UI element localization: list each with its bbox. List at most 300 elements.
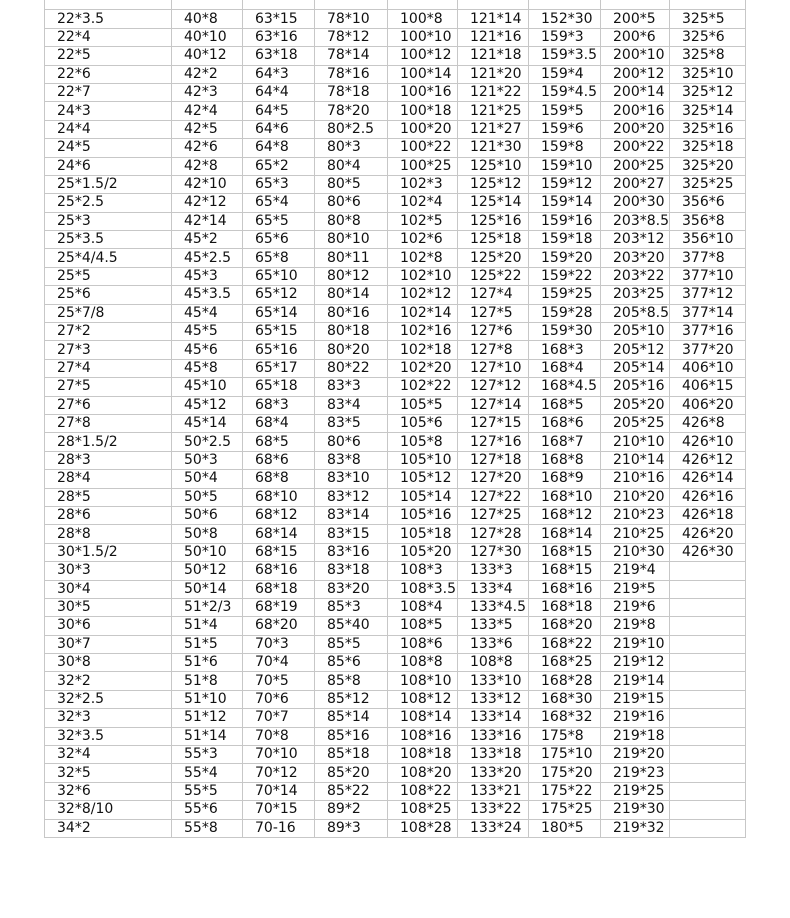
table-cell: 219*5 — [601, 580, 670, 598]
table-cell: 63*18 — [243, 47, 315, 65]
table-cell: 68*3 — [243, 396, 315, 414]
table-cell: 70*7 — [243, 709, 315, 727]
table-cell: 159*28 — [529, 304, 601, 322]
table-cell: 105*14 — [388, 488, 458, 506]
table-cell: 70*3 — [243, 635, 315, 653]
table-cell: 168*22 — [529, 635, 601, 653]
table-cell: 102*3 — [388, 175, 458, 193]
table-cell: 127*5 — [458, 304, 529, 322]
table-cell: 210*30 — [601, 543, 670, 561]
table-cell: 65*14 — [243, 304, 315, 322]
table-cell: 159*3.5 — [529, 47, 601, 65]
table-cell: 203*22 — [601, 267, 670, 285]
table-row — [45, 175, 746, 193]
table-cell: 127*14 — [458, 396, 529, 414]
table-cell: 85*22 — [315, 782, 388, 800]
table-cell: 27*4 — [45, 359, 172, 377]
table-cell: 22*3.5 — [45, 10, 172, 28]
table-cell: 65*16 — [243, 341, 315, 359]
table-cell: 200*22 — [601, 139, 670, 157]
table-cell: 108*28 — [388, 819, 458, 837]
table-cell: 45*5 — [172, 323, 243, 341]
table-cell: 108*4 — [388, 598, 458, 616]
table-cell: 80*4 — [315, 157, 388, 175]
table-cell: 32*3.5 — [45, 727, 172, 745]
table-cell: 159*10 — [529, 157, 601, 175]
table-cell: 63*15 — [243, 10, 315, 28]
table-cell: 65*8 — [243, 249, 315, 267]
table-cell: 63*16 — [243, 28, 315, 46]
table-cell: 50*2.5 — [172, 433, 243, 451]
table-cell: 210*14 — [601, 451, 670, 469]
table-cell: 80*20 — [315, 341, 388, 359]
table-cell: 219*25 — [601, 782, 670, 800]
table-cell: 45*12 — [172, 396, 243, 414]
table-cell — [670, 782, 746, 800]
table-cell: 125*12 — [458, 175, 529, 193]
table-cell: 70*8 — [243, 727, 315, 745]
table-row — [45, 65, 746, 83]
table-cell: 25*2.5 — [45, 194, 172, 212]
table-cell: 102*20 — [388, 359, 458, 377]
table-cell: 32*2 — [45, 672, 172, 690]
table-cell: 70*12 — [243, 764, 315, 782]
table-cell: 200*12 — [601, 65, 670, 83]
table-cell: 325*16 — [670, 120, 746, 138]
table-cell: 159*8 — [529, 139, 601, 157]
table-cell: 219*15 — [601, 690, 670, 708]
table-cell: 42*10 — [172, 175, 243, 193]
table-cell — [315, 0, 388, 10]
table-cell: 121*18 — [458, 47, 529, 65]
table-cell: 80*8 — [315, 212, 388, 230]
table-cell: 42*4 — [172, 102, 243, 120]
table-cell: 65*15 — [243, 323, 315, 341]
table-cell: 205*25 — [601, 414, 670, 432]
table-cell: 32*4 — [45, 746, 172, 764]
table-cell: 100*16 — [388, 83, 458, 101]
table-cell: 68*18 — [243, 580, 315, 598]
table-cell: 28*3 — [45, 451, 172, 469]
table-cell: 426*18 — [670, 506, 746, 524]
table-cell: 100*8 — [388, 10, 458, 28]
table-cell: 108*8 — [388, 654, 458, 672]
table-cell: 32*5 — [45, 764, 172, 782]
table-cell: 24*3 — [45, 102, 172, 120]
table-cell: 78*18 — [315, 83, 388, 101]
table-cell: 30*6 — [45, 617, 172, 635]
table-row — [45, 10, 746, 28]
table-cell: 325*25 — [670, 175, 746, 193]
table-cell: 133*24 — [458, 819, 529, 837]
table-cell: 51*14 — [172, 727, 243, 745]
table-cell: 45*3 — [172, 267, 243, 285]
table-cell: 219*12 — [601, 654, 670, 672]
table-cell: 127*18 — [458, 451, 529, 469]
table-row — [45, 304, 746, 322]
table-cell: 406*15 — [670, 378, 746, 396]
table-cell: 65*18 — [243, 378, 315, 396]
table-cell: 168*28 — [529, 672, 601, 690]
table-cell: 22*7 — [45, 83, 172, 101]
table-cell: 65*10 — [243, 267, 315, 285]
table-cell: 85*14 — [315, 709, 388, 727]
table-cell: 133*21 — [458, 782, 529, 800]
table-cell: 377*10 — [670, 267, 746, 285]
table-row — [45, 654, 746, 672]
table-cell: 127*10 — [458, 359, 529, 377]
table-cell: 80*16 — [315, 304, 388, 322]
table-cell: 102*5 — [388, 212, 458, 230]
table-cell: 80*12 — [315, 267, 388, 285]
table-cell: 25*3.5 — [45, 231, 172, 249]
table-cell: 50*10 — [172, 543, 243, 561]
table-cell: 203*12 — [601, 231, 670, 249]
table-cell: 121*27 — [458, 120, 529, 138]
table-cell: 205*16 — [601, 378, 670, 396]
table-cell: 133*16 — [458, 727, 529, 745]
table-cell: 83*3 — [315, 378, 388, 396]
table-cell: 426*8 — [670, 414, 746, 432]
table-cell: 377*8 — [670, 249, 746, 267]
table-cell: 377*16 — [670, 323, 746, 341]
table-cell: 205*14 — [601, 359, 670, 377]
table-cell: 356*10 — [670, 231, 746, 249]
table-cell: 105*16 — [388, 506, 458, 524]
table-cell: 51*2/3 — [172, 598, 243, 616]
table-cell: 325*5 — [670, 10, 746, 28]
table-cell: 168*15 — [529, 562, 601, 580]
table-cell: 80*2.5 — [315, 120, 388, 138]
table-cell: 102*16 — [388, 323, 458, 341]
table-cell: 159*20 — [529, 249, 601, 267]
table-cell — [529, 0, 601, 10]
table-cell: 32*3 — [45, 709, 172, 727]
table-cell: 108*5 — [388, 617, 458, 635]
table-cell: 68*20 — [243, 617, 315, 635]
table-cell: 210*10 — [601, 433, 670, 451]
table-cell: 80*6 — [315, 433, 388, 451]
table-cell: 105*5 — [388, 396, 458, 414]
table-cell: 80*18 — [315, 323, 388, 341]
table-cell: 68*15 — [243, 543, 315, 561]
table-cell: 83*20 — [315, 580, 388, 598]
table-cell: 168*5 — [529, 396, 601, 414]
table-cell: 65*4 — [243, 194, 315, 212]
table-cell: 30*3 — [45, 562, 172, 580]
table-cell: 78*20 — [315, 102, 388, 120]
table-cell: 325*12 — [670, 83, 746, 101]
table-cell: 68*5 — [243, 433, 315, 451]
table-row — [45, 359, 746, 377]
table-cell: 108*3.5 — [388, 580, 458, 598]
table-cell: 127*30 — [458, 543, 529, 561]
table-cell: 27*6 — [45, 396, 172, 414]
table-cell: 133*3 — [458, 562, 529, 580]
table-cell: 203*20 — [601, 249, 670, 267]
table-cell: 108*20 — [388, 764, 458, 782]
table-cell — [45, 0, 172, 10]
table-cell: 30*7 — [45, 635, 172, 653]
table-cell: 42*5 — [172, 120, 243, 138]
table-cell: 159*18 — [529, 231, 601, 249]
table-cell: 168*4.5 — [529, 378, 601, 396]
table-cell: 175*20 — [529, 764, 601, 782]
table-cell: 127*6 — [458, 323, 529, 341]
table-cell: 200*10 — [601, 47, 670, 65]
table-cell: 64*4 — [243, 83, 315, 101]
table-cell: 83*10 — [315, 470, 388, 488]
table-cell: 30*8 — [45, 654, 172, 672]
table-cell: 42*8 — [172, 157, 243, 175]
table-row — [45, 819, 746, 837]
table-cell: 50*8 — [172, 525, 243, 543]
table-cell: 105*12 — [388, 470, 458, 488]
table-cell: 219*8 — [601, 617, 670, 635]
table-cell: 159*12 — [529, 175, 601, 193]
table-cell: 168*12 — [529, 506, 601, 524]
table-cell: 55*6 — [172, 801, 243, 819]
table-cell: 80*10 — [315, 231, 388, 249]
table-row — [45, 470, 746, 488]
table-cell: 45*10 — [172, 378, 243, 396]
table-row — [45, 28, 746, 46]
table-cell: 105*20 — [388, 543, 458, 561]
table-cell: 32*2.5 — [45, 690, 172, 708]
table-cell: 325*10 — [670, 65, 746, 83]
table-cell: 108*6 — [388, 635, 458, 653]
table-row — [45, 580, 746, 598]
table-cell: 175*10 — [529, 746, 601, 764]
table-cell: 50*3 — [172, 451, 243, 469]
table-cell: 70*10 — [243, 746, 315, 764]
table-cell: 85*20 — [315, 764, 388, 782]
table-cell — [670, 764, 746, 782]
table-cell: 125*22 — [458, 267, 529, 285]
table-cell — [670, 801, 746, 819]
table-cell: 105*6 — [388, 414, 458, 432]
table-row — [45, 709, 746, 727]
table-cell: 426*12 — [670, 451, 746, 469]
table-cell: 133*6 — [458, 635, 529, 653]
table-cell: 168*14 — [529, 525, 601, 543]
table-cell: 100*10 — [388, 28, 458, 46]
table-row — [45, 194, 746, 212]
table-row — [45, 414, 746, 432]
table-cell: 65*2 — [243, 157, 315, 175]
table-cell: 25*6 — [45, 286, 172, 304]
table-cell: 45*8 — [172, 359, 243, 377]
table-cell: 159*30 — [529, 323, 601, 341]
table-cell: 219*4 — [601, 562, 670, 580]
table-cell: 83*12 — [315, 488, 388, 506]
table-row — [45, 139, 746, 157]
table-cell: 70*4 — [243, 654, 315, 672]
table-cell: 85*18 — [315, 746, 388, 764]
table-cell: 108*25 — [388, 801, 458, 819]
table-cell: 127*20 — [458, 470, 529, 488]
table-cell: 80*6 — [315, 194, 388, 212]
table-cell: 426*30 — [670, 543, 746, 561]
table-cell: 85*40 — [315, 617, 388, 635]
table-cell: 325*6 — [670, 28, 746, 46]
table-cell: 168*4 — [529, 359, 601, 377]
table-cell: 127*22 — [458, 488, 529, 506]
table-cell: 127*28 — [458, 525, 529, 543]
table-cell: 83*16 — [315, 543, 388, 561]
table-cell: 219*20 — [601, 746, 670, 764]
table-cell — [601, 0, 670, 10]
table-row — [45, 212, 746, 230]
table-cell: 45*2.5 — [172, 249, 243, 267]
table-cell — [670, 672, 746, 690]
table-cell: 30*1.5/2 — [45, 543, 172, 561]
table-cell: 219*23 — [601, 764, 670, 782]
table-cell: 27*8 — [45, 414, 172, 432]
table-cell: 27*3 — [45, 341, 172, 359]
table-cell — [670, 598, 746, 616]
table-cell: 100*18 — [388, 102, 458, 120]
table-cell: 159*25 — [529, 286, 601, 304]
table-cell: 83*14 — [315, 506, 388, 524]
table-cell: 159*14 — [529, 194, 601, 212]
table-cell: 70*5 — [243, 672, 315, 690]
table-cell: 70*15 — [243, 801, 315, 819]
table-cell: 108*18 — [388, 746, 458, 764]
table-cell: 100*22 — [388, 139, 458, 157]
table-cell: 133*4 — [458, 580, 529, 598]
table-cell: 32*6 — [45, 782, 172, 800]
table-cell: 80*11 — [315, 249, 388, 267]
table-cell: 125*18 — [458, 231, 529, 249]
table-row — [45, 764, 746, 782]
table-cell: 45*14 — [172, 414, 243, 432]
table-body — [45, 0, 746, 837]
table-cell: 25*7/8 — [45, 304, 172, 322]
table-cell: 50*6 — [172, 506, 243, 524]
table-row — [45, 690, 746, 708]
table-cell — [388, 0, 458, 10]
table-cell: 108*16 — [388, 727, 458, 745]
table-cell: 64*8 — [243, 139, 315, 157]
table-cell: 180*5 — [529, 819, 601, 837]
table-cell: 406*20 — [670, 396, 746, 414]
table-cell: 121*20 — [458, 65, 529, 83]
table-cell: 426*10 — [670, 433, 746, 451]
table-cell: 168*6 — [529, 414, 601, 432]
table-cell: 108*3 — [388, 562, 458, 580]
table-cell — [458, 0, 529, 10]
table-cell: 24*4 — [45, 120, 172, 138]
table-cell: 105*10 — [388, 451, 458, 469]
table-cell: 168*10 — [529, 488, 601, 506]
table-cell: 80*14 — [315, 286, 388, 304]
table-cell: 28*6 — [45, 506, 172, 524]
table-cell: 32*8/10 — [45, 801, 172, 819]
table-cell: 159*4.5 — [529, 83, 601, 101]
table-cell: 168*15 — [529, 543, 601, 561]
table-cell: 27*2 — [45, 323, 172, 341]
table-row — [45, 543, 746, 561]
table-cell: 210*23 — [601, 506, 670, 524]
table-cell: 133*5 — [458, 617, 529, 635]
table-cell: 210*25 — [601, 525, 670, 543]
table-cell: 83*18 — [315, 562, 388, 580]
table-cell: 22*5 — [45, 47, 172, 65]
table-cell: 100*14 — [388, 65, 458, 83]
table-row — [45, 598, 746, 616]
table-row — [45, 562, 746, 580]
table-cell: 406*10 — [670, 359, 746, 377]
table-cell: 102*6 — [388, 231, 458, 249]
table-cell: 219*32 — [601, 819, 670, 837]
table-cell: 325*20 — [670, 157, 746, 175]
table-cell — [670, 654, 746, 672]
table-cell: 42*14 — [172, 212, 243, 230]
table-cell: 70*14 — [243, 782, 315, 800]
table-cell: 127*4 — [458, 286, 529, 304]
table-cell: 133*18 — [458, 746, 529, 764]
table-cell: 22*6 — [45, 65, 172, 83]
table-cell: 168*25 — [529, 654, 601, 672]
table-cell: 356*8 — [670, 212, 746, 230]
table-cell: 27*5 — [45, 378, 172, 396]
table-cell: 100*12 — [388, 47, 458, 65]
table-cell: 85*6 — [315, 654, 388, 672]
table-cell: 377*20 — [670, 341, 746, 359]
table-cell: 80*3 — [315, 139, 388, 157]
table-cell — [670, 580, 746, 598]
table-cell: 127*8 — [458, 341, 529, 359]
table-cell: 125*14 — [458, 194, 529, 212]
table-cell: 219*6 — [601, 598, 670, 616]
table-row — [45, 0, 746, 10]
table-cell: 133*14 — [458, 709, 529, 727]
table-row — [45, 267, 746, 285]
table-cell: 108*14 — [388, 709, 458, 727]
table-cell: 51*8 — [172, 672, 243, 690]
pipe-size-table — [44, 0, 746, 838]
table-row — [45, 102, 746, 120]
table-cell: 200*6 — [601, 28, 670, 46]
table-cell: 219*30 — [601, 801, 670, 819]
table-row — [45, 672, 746, 690]
table-cell: 89*2 — [315, 801, 388, 819]
table-row — [45, 746, 746, 764]
table-cell: 45*6 — [172, 341, 243, 359]
table-cell: 64*6 — [243, 120, 315, 138]
table-cell: 205*10 — [601, 323, 670, 341]
table-row — [45, 157, 746, 175]
table-cell: 65*5 — [243, 212, 315, 230]
table-cell: 24*5 — [45, 139, 172, 157]
table-row — [45, 378, 746, 396]
table-cell: 85*3 — [315, 598, 388, 616]
table-cell: 45*4 — [172, 304, 243, 322]
table-row — [45, 525, 746, 543]
table-row — [45, 782, 746, 800]
table-cell: 83*15 — [315, 525, 388, 543]
table-cell: 51*4 — [172, 617, 243, 635]
table-row — [45, 323, 746, 341]
table-cell: 108*8 — [458, 654, 529, 672]
table-cell — [670, 0, 746, 10]
table-cell: 159*6 — [529, 120, 601, 138]
table-cell: 34*2 — [45, 819, 172, 837]
table-cell: 64*3 — [243, 65, 315, 83]
table-cell: 25*5 — [45, 267, 172, 285]
table-cell: 45*2 — [172, 231, 243, 249]
